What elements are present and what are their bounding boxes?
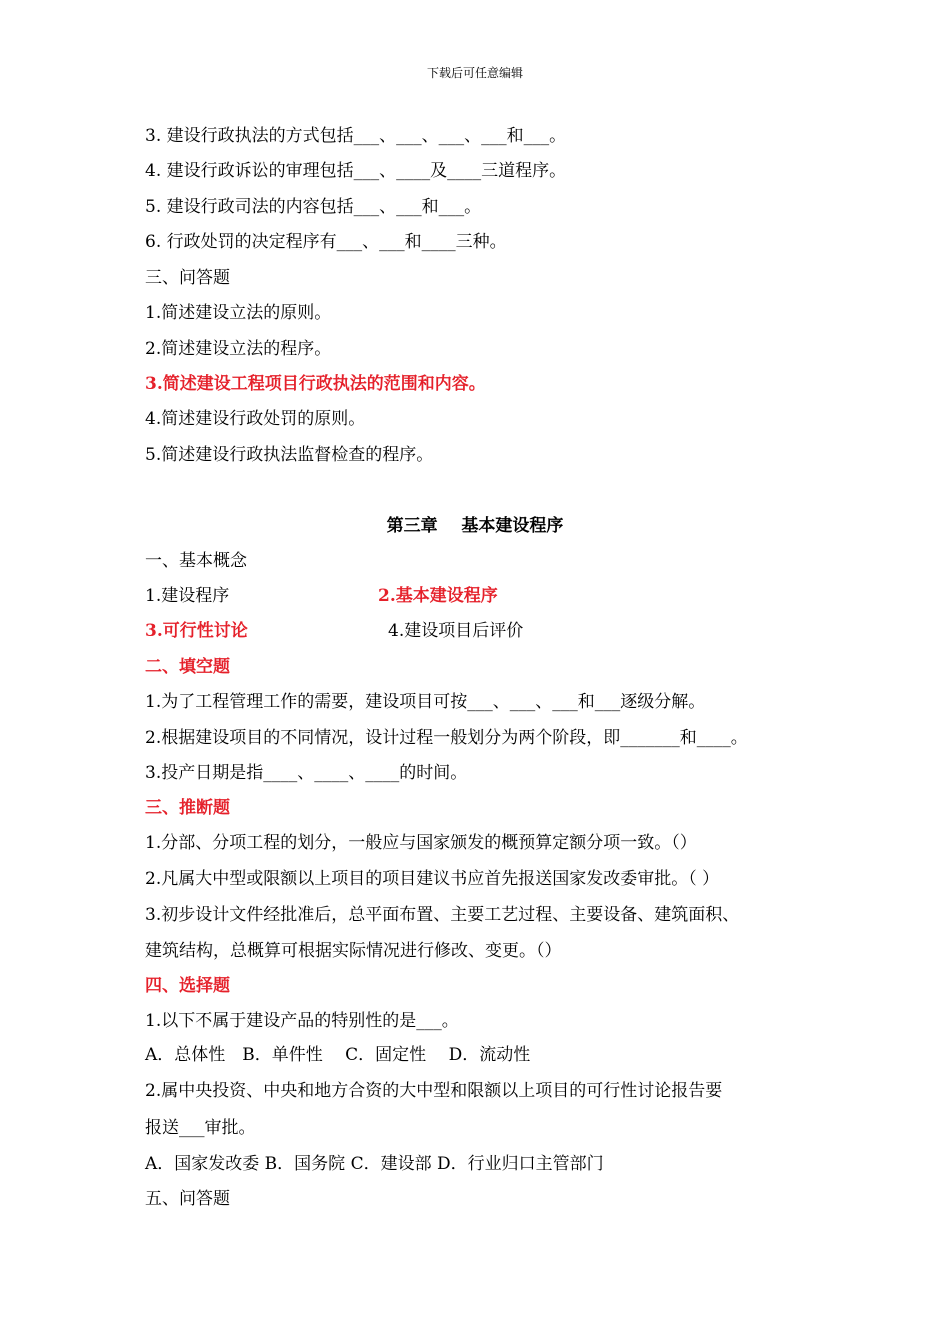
qa-item-3-highlighted: 3.简述建设工程项目行政执法的范围和内容。 xyxy=(145,374,486,394)
fill-question-6: 6. 行政处罚的决定程序有___、___和____三种。 xyxy=(145,232,507,252)
choice-options-1: A．总体性 B．单件性 C．固定性 D．流动性 xyxy=(145,1045,531,1065)
section-heading-judge: 三、推断题 xyxy=(145,798,230,818)
qa-item-4: 4.简述建设行政处罚的原则。 xyxy=(145,409,366,429)
qa-item-1: 1.简述建设立法的原则。 xyxy=(145,303,332,323)
fill-item-1: 1.为了工程管理工作的需要，建设项目可按___、___、___和___逐级分解。 xyxy=(145,692,706,712)
fill-question-3: 3. 建设行政执法的方式包括___、___、___、___和___。 xyxy=(145,126,567,146)
qa-item-5: 5.简述建设行政执法监督检查的程序。 xyxy=(145,445,434,465)
judge-item-3-line-2: 建筑结构，总概算可根据实际情况进行修改、变更。（） xyxy=(145,941,562,961)
judge-item-1: 1.分部、分项工程的划分，一般应与国家颁发的概预算定额分项一致。（） xyxy=(145,833,697,853)
choice-question-1: 1.以下不属于建设产品的特别性的是___。 xyxy=(145,1011,459,1031)
choice-options-2: A．国家发改委 B．国务院 C．建设部 D．行业归口主管部门 xyxy=(145,1154,604,1174)
concept-2-highlighted: 2.基本建设程序 xyxy=(378,586,498,606)
fill-question-5: 5. 建设行政司法的内容包括___、___和___。 xyxy=(145,197,482,217)
page-header: 下载后可任意编辑 xyxy=(426,66,523,80)
judge-item-3-line-1: 3.初步设计文件经批准后，总平面布置、主要工艺过程、主要设备、建筑面积、 xyxy=(145,905,740,925)
concept-4: 4.建设项目后评价 xyxy=(388,621,524,641)
section-heading-qa-2: 五、问答题 xyxy=(145,1189,230,1209)
fill-item-2: 2.根据建设项目的不同情况，设计过程一般划分为两个阶段，即_______和____。 xyxy=(145,728,748,748)
concept-1: 1.建设程序 xyxy=(145,586,230,606)
section-heading-choice: 四、选择题 xyxy=(145,976,230,996)
choice-question-2-line-1: 2.属中央投资、中央和地方合资的大中型和限额以上项目的可行性讨论报告要 xyxy=(145,1081,723,1101)
chapter-title: 第三章 基本建设程序 xyxy=(386,516,564,536)
concept-3-highlighted: 3.可行性讨论 xyxy=(145,621,248,641)
section-heading-concepts: 一、基本概念 xyxy=(145,551,247,571)
qa-item-2: 2.简述建设立法的程序。 xyxy=(145,339,332,359)
judge-item-2: 2.凡属大中型或限额以上项目的项目建议书应首先报送国家发改委审批。（ ） xyxy=(145,869,720,889)
fill-item-3: 3.投产日期是指____、____、____的时间。 xyxy=(145,763,468,783)
choice-question-2-line-2: 报送___审批。 xyxy=(145,1118,256,1138)
section-heading-qa: 三、问答题 xyxy=(145,268,230,288)
fill-question-4: 4. 建设行政诉讼的审理包括___、____及____三道程序。 xyxy=(145,161,567,181)
section-heading-fill: 二、填空题 xyxy=(145,657,230,677)
